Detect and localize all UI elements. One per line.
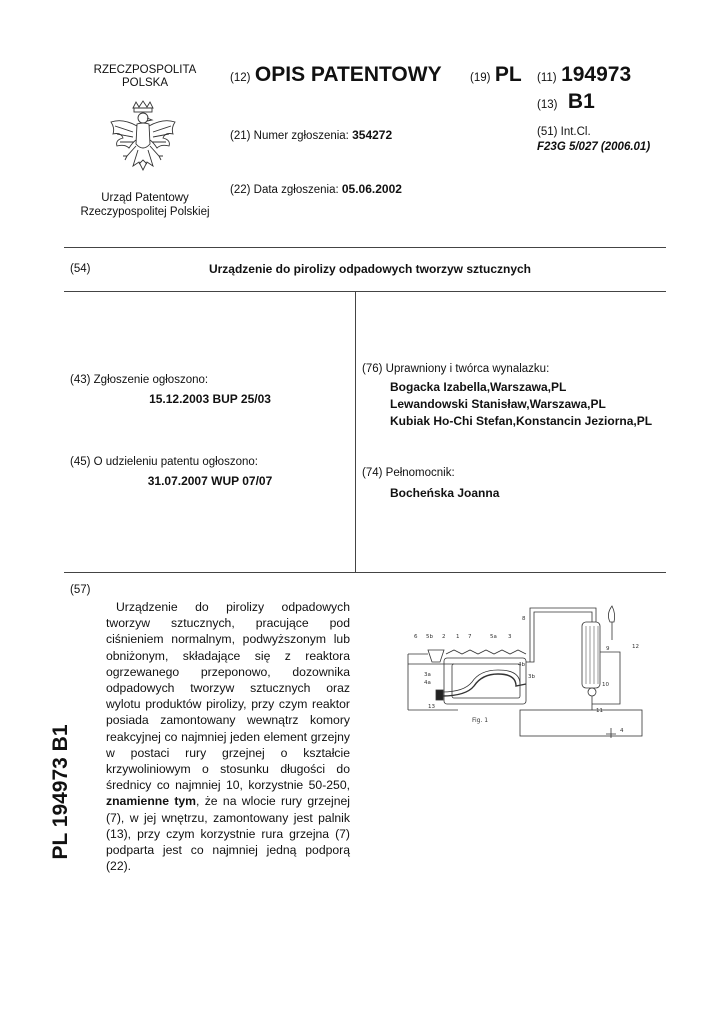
separator (588, 688, 596, 696)
side-label (36, 702, 86, 882)
patent-title: Urządzenie do pirolizy odpadowych tworzyw sztucznych (208, 262, 532, 276)
fig-label: 4 (620, 728, 624, 734)
country-code-block (470, 63, 522, 87)
country-line1: RZECZPOSPOLITA (93, 64, 197, 76)
filing-date (230, 182, 402, 196)
divider-bottom (64, 572, 666, 573)
fig-label: 7 (468, 634, 472, 640)
application-number-value: 354272 (352, 128, 393, 142)
figure-1-drawing (406, 592, 646, 750)
code-19: (19) (470, 72, 491, 84)
fig-caption: Fig. 1 (472, 717, 489, 724)
attorney-label: (74) Pełnomocnik: (362, 467, 455, 479)
abstract-text (106, 599, 350, 874)
divider-top (64, 247, 666, 248)
grant-value: 31.07.2007 WUP 07/07 (147, 474, 273, 488)
office-line1: Urząd Patentowy (101, 192, 189, 204)
filing-date-label: (22) Data zgłoszenia: (230, 184, 339, 196)
publication-value: 15.12.2003 BUP 25/03 (149, 392, 271, 406)
reactor-outer (444, 658, 526, 704)
country-name (80, 64, 210, 90)
abstract-claim-marker: znamienne tym (106, 794, 196, 809)
fig-label: 3b (528, 674, 535, 680)
abstract-part-b: , że na wlocie rury grzejnej (7), w jej wnętrzu, zamontowany jest palnik (13), przy czym korzystnie rura grzejna (7) podparta jest co najmniej jedną podporą (22). (106, 794, 351, 874)
fig-label: 10 (602, 682, 609, 688)
fig-label: 4b (518, 662, 525, 668)
fig-label: 2 (442, 634, 446, 640)
fig-label: 1 (456, 634, 460, 640)
abstract-part-a: Urządzenie do pirolizy odpadowych tworzyw sztucznych, pracujące pod ciśnieniem normalnym, podwyższonym lub obniżonym, składające się z reaktora ogrzewanego przeponowo, dozownika odpadowych tworzyw sztucznych oraz wylotu produktów pirolizy, przy czym reaktor posiada zamontowany wewnątrz komory reakcyjnej co najmniej jeden element grzejny w postaci rury grzejnej o kształcie krzywoliniowym o stosunku długości do średnicy co najmniej 10, korzystnie 50-250, (106, 600, 350, 793)
int-cl-label: (51) Int.Cl. (537, 126, 591, 138)
fig-label: 8 (522, 616, 526, 622)
application-number-label: (21) Numer zgłoszenia: (230, 130, 349, 142)
patent-office-name (70, 191, 220, 219)
fig-label: 4a (424, 680, 431, 686)
owners-label: (76) Uprawniony i twórca wynalazku: (362, 363, 550, 375)
fig-label: 3a (424, 672, 431, 678)
fig-label: 9 (606, 646, 610, 652)
heating-tube (442, 674, 526, 696)
application-number (230, 128, 392, 142)
fig-label: 11 (596, 708, 603, 714)
owner-3: Kubiak Ho-Chi Stefan,Konstancin Jeziorna,PL (390, 414, 653, 428)
fig-label: 5a (490, 634, 497, 640)
code-13: (13) (537, 99, 558, 111)
office-line2: Rzeczypospolitej Polskiej (80, 206, 210, 218)
code-12: (12) (230, 72, 251, 84)
int-cl-value: F23G 5/027 (2006.01) (537, 141, 651, 153)
abstract-code: (57) (70, 584, 91, 596)
owner-2: Lewandowski Stanisław,Warszawa,PL (390, 397, 606, 411)
owner-1: Bogacka Izabella,Warszawa,PL (390, 380, 567, 394)
storage-tank (520, 710, 642, 736)
country-line2: POLSKA (121, 77, 169, 89)
fig-label: 12 (632, 644, 639, 650)
patent-number: 194973 (561, 63, 632, 86)
flare-icon (608, 606, 614, 622)
patent-number-block (537, 63, 631, 87)
filing-date-value: 05.06.2002 (341, 182, 402, 196)
publication-label: (43) Zgłoszenie ogłoszono: (70, 374, 209, 386)
title-code: (54) (70, 263, 91, 275)
fig-label: 3 (508, 634, 512, 640)
kind-code-block (537, 90, 595, 114)
kind-code: B1 (567, 90, 595, 113)
condenser (582, 622, 600, 688)
doc-type-title: OPIS PATENTOWY (254, 63, 442, 86)
document-type (230, 63, 442, 87)
code-11: (11) (537, 72, 557, 84)
fig-label: 6 (414, 634, 418, 640)
burner (436, 690, 443, 700)
polish-eagle-emblem (103, 100, 183, 188)
fig-label: 13 (428, 704, 435, 710)
grant-label: (45) O udzieleniu patentu ogłoszono: (70, 456, 258, 468)
attorney-name: Bocheńska Joanna (390, 486, 500, 500)
divider-title (64, 291, 666, 292)
figure-labels (414, 616, 639, 734)
side-label-text: PL 194973 B1 (49, 724, 72, 860)
fig-label: 5b (426, 634, 433, 640)
country-code: PL (494, 63, 522, 86)
divider-vertical (355, 291, 356, 572)
